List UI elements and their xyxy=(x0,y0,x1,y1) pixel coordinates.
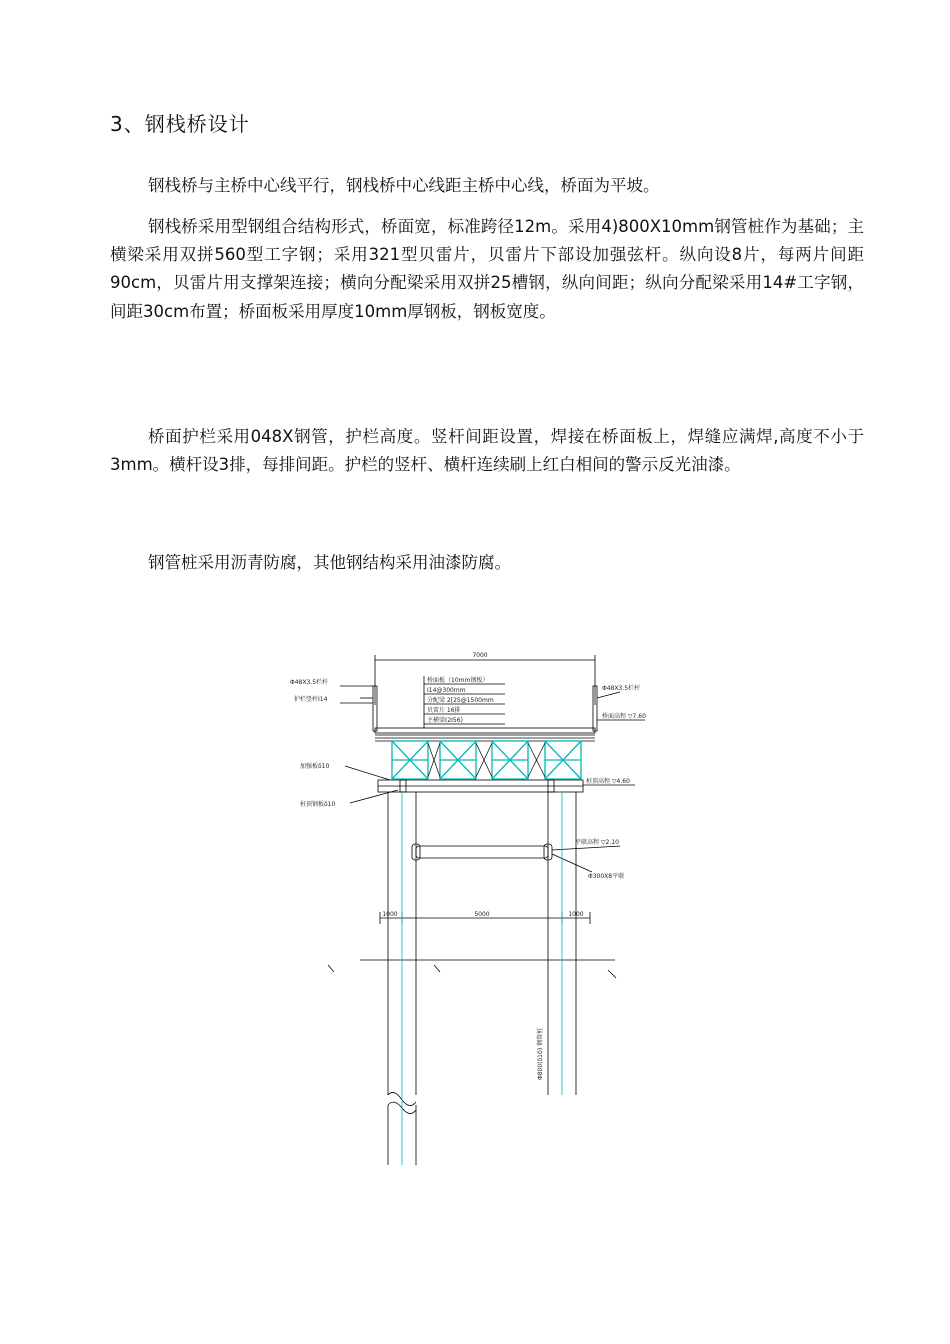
label-distribution-beam: 分配梁 2[25@1500mm xyxy=(427,697,494,704)
label-stiffener-plate: 加强板δ10 xyxy=(300,763,330,770)
label-right-railing: Φ48X3.5栏杆 xyxy=(602,685,641,692)
label-tie-pipe: Φ300X8平联 xyxy=(588,873,625,880)
label-pile-cap-plate: 桩顶钢板δ10 xyxy=(300,801,336,808)
label-left-railing: Φ48X3.5栏杆 xyxy=(290,679,329,686)
paragraph-1: 钢栈桥与主桥中心线平行，钢栈桥中心线距主桥中心线，桥面为平坡。 xyxy=(148,176,660,195)
label-main-beam: 主横梁(2I56) xyxy=(427,717,463,724)
paragraph-4: 钢管桩采用沥青防腐，其他钢结构采用油漆防腐。 xyxy=(148,553,511,572)
paragraph-2: 钢栈桥采用型钢组合结构形式，桥面宽，标准跨径12m。采用4)800X10mm钢管桩作为基础；主横梁采用双拼560型工字钢；采用321型贝雷片，贝雷片下部设加强弦杆。纵向设8片，每两片间距90cm，贝雷片用支撑架连接；横向分配梁采用双拼25槽钢，纵向间距；纵向分配梁采用14#工字钢，间距30cm布置；桥面板采用厚度10mm厚钢板，钢板宽度。 xyxy=(110,217,864,321)
label-deck-plate: 桥面板（10mm钢板） xyxy=(427,677,489,684)
bottom-dim-right: 1000 xyxy=(568,911,584,918)
label-tie-elevation: 平联高程 ▽2.10 xyxy=(575,839,619,846)
label-bailey: 贝雷片 16排 xyxy=(427,707,461,714)
bottom-dim-center: 5000 xyxy=(474,911,490,918)
trestle-cross-section-drawing xyxy=(290,640,650,1170)
label-deck-elevation: 桥面高程 ▽7.60 xyxy=(602,713,646,720)
horizontal-tie xyxy=(416,846,548,858)
paragraph-3: 桥面护栏采用048X钢管，护栏高度。竖杆间距设置，焊接在桥面板上，焊缝应满焊,高度不小于3mm。横杆设3排，每排间距。护栏的竖杆、横杆连续刷上红白相间的警示反光油漆。 xyxy=(110,427,864,474)
label-pile-top-elevation: 桩顶高程 ▽4.60 xyxy=(586,778,630,785)
deck-plate xyxy=(375,728,595,733)
bottom-dim-left: 1000 xyxy=(382,911,398,918)
top-dimension-text: 7000 xyxy=(472,652,488,659)
label-pile-spec: Φ800(δ10) 钢管桩 xyxy=(537,1027,544,1080)
label-left-post: 护栏竖杆I14 xyxy=(294,696,328,703)
section-heading: 3、钢栈桥设计 xyxy=(110,112,250,136)
bailey-truss-panels xyxy=(392,741,581,779)
label-longitudinal-beam: I14@300mm xyxy=(427,687,466,694)
